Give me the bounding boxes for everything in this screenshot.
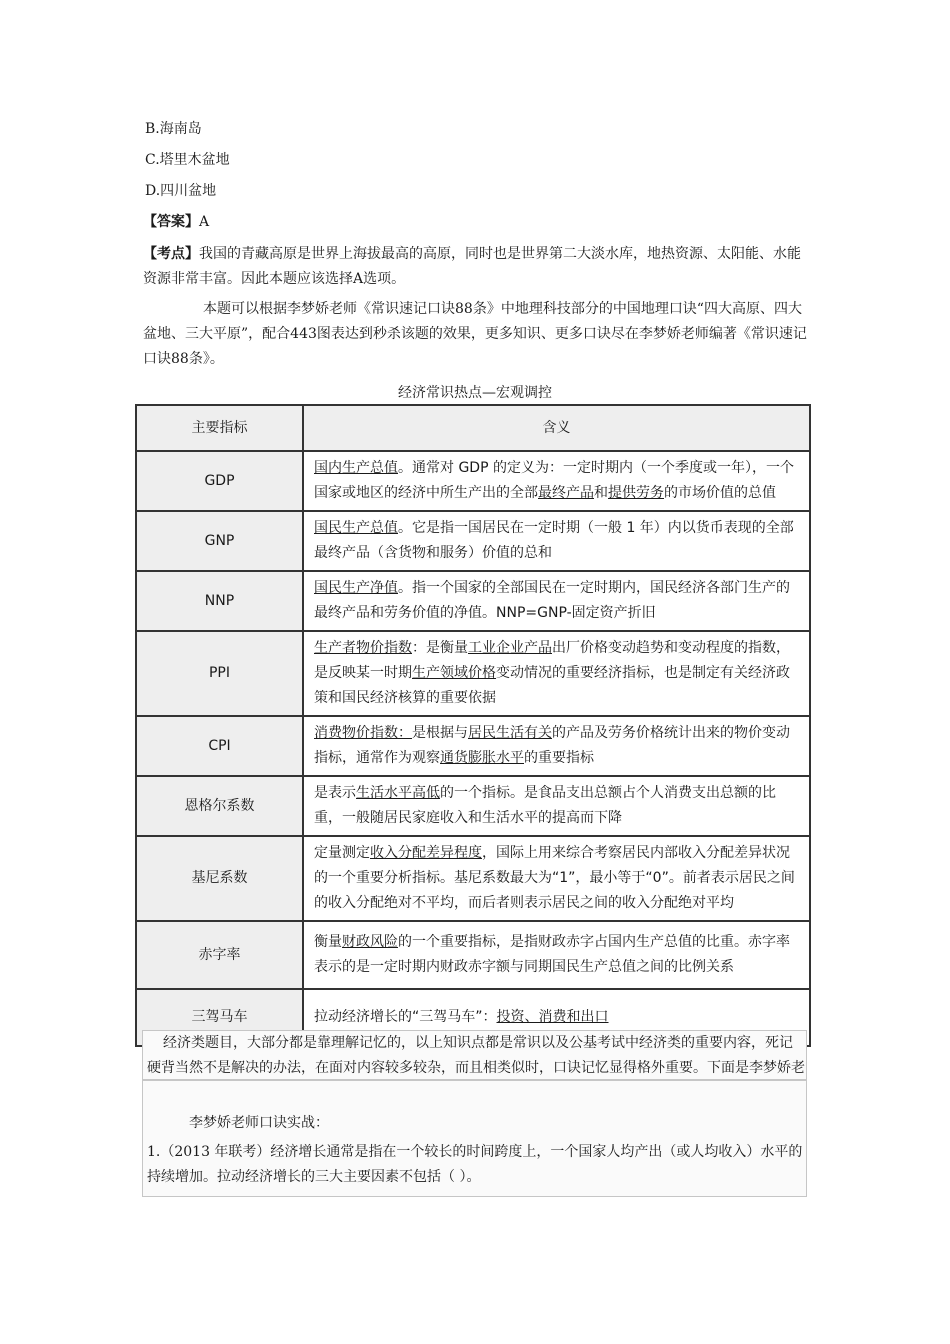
table-row-deficit: [136, 921, 810, 989]
meaning-text: 变动情况的重要经济指标，也是制定有关经济政策和国民经济核算的重要依据: [314, 665, 790, 706]
table-row-gini: [136, 836, 810, 921]
underlined-term: 投资、消费和出口: [496, 1009, 609, 1025]
underlined-term: 收入分配差异程度: [370, 845, 482, 861]
practice-box: [142, 1080, 807, 1197]
underlined-term: 生产领域价格: [412, 665, 496, 681]
meaning-text: 定量测定: [314, 845, 370, 861]
underlined-term: 财政风险: [342, 934, 398, 950]
indicator-name: PPI: [136, 631, 303, 716]
underlined-term: 最终产品: [538, 485, 594, 501]
meaning-text: 。它是指一国居民在一定时期（一般 1 年）内以货币表现的全部最终产品（含货物和服务）价值的总和: [314, 520, 794, 561]
meaning-text: ，国际上用来综合考察居民内部收入分配差异状况的一个重要分析指标。基尼系数最大为“1”，最小等于“0”。前者表示居民之间的收入分配绝对不平均，而后者则表示居民之间的收入分配绝对平均: [314, 845, 795, 911]
meaning-text: 是根据与: [412, 725, 468, 741]
practice-question: 1.（2013 年联考）经济增长通常是指在一个较长的时间跨度上，一个国家人均产出（或人均收入）水平的持续增加。拉动经济增长的三大主要因素不包括（ ）。: [147, 1144, 803, 1185]
meaning-text: 和: [594, 485, 608, 501]
underlined-term: 工业企业产品: [468, 640, 552, 656]
indicator-name: 恩格尔系数: [136, 776, 303, 836]
practice-title: 李梦娇老师口诀实战：: [189, 1115, 329, 1131]
meaning-text: 拉动经济增长的“三驾马车”：: [314, 1009, 497, 1025]
meaning-text: 的产品及劳务价格统计出来的物价变动指标，通常作为观察: [314, 725, 790, 766]
table-row-cpi: [136, 716, 810, 776]
indicator-name: CPI: [136, 716, 303, 776]
table-row-gnp: [136, 511, 810, 571]
indicator-table: [135, 404, 811, 1047]
option-c: C.塔里木盆地: [145, 152, 230, 168]
meaning-text: 是表示: [314, 785, 356, 801]
table-body: [136, 451, 810, 1046]
indicator-name: NNP: [136, 571, 303, 631]
table-header-row: [136, 405, 810, 451]
answer-tag: 【答案】: [143, 214, 199, 230]
analysis-tag: 【考点】: [143, 246, 199, 262]
indicator-meaning: [303, 776, 810, 836]
indicator-meaning: [303, 716, 810, 776]
table-row-ppi: [136, 631, 810, 716]
table-row-engel: [136, 776, 810, 836]
meaning-text: 的市场价值的总值: [664, 485, 776, 501]
indicator-name: 三驾马车: [136, 989, 303, 1046]
indicator-meaning: [303, 921, 810, 989]
answer-value: A: [199, 214, 210, 230]
table-caption: 经济常识热点—宏观调控: [398, 385, 552, 401]
indicator-meaning: [303, 571, 810, 631]
meaning-text: 的一个重要指标，是指财政赤字占国内生产总值的比重。赤字率表示的是一定时期内财政赤字额与同期国民生产总值之间的比例关系: [314, 934, 790, 975]
meaning-text: 的重要指标: [524, 750, 594, 766]
meaning-text: 出厂价格变动趋势和变动程度的指数，是反映某一时期: [314, 640, 790, 681]
meaning-text: ：是衡量: [412, 640, 468, 656]
indicator-meaning: [303, 631, 810, 716]
indicator-name: GDP: [136, 451, 303, 511]
underlined-term: 国内生产总值: [314, 460, 398, 476]
indicator-meaning: [303, 836, 810, 921]
indicator-name: 基尼系数: [136, 836, 303, 921]
header-indicator: 主要指标: [136, 405, 303, 451]
meaning-text: 。指一个国家的全部国民在一定时期内，国民经济各部门生产的最终产品和劳务价值的净值。NNP=GNP-固定资产折旧: [314, 580, 790, 621]
summary-box: 经济类题目，大部分都是靠理解记忆的，以上知识点都是常识以及公基考试中经济类的重要内容，死记硬背当然不是解决的办法，在面对内容较多较杂，而且相类似时，口诀记忆显得格外重要。下面是李梦娇老: [142, 1030, 807, 1080]
option-b: B.海南岛: [145, 121, 202, 137]
underlined-term: 居民生活有关: [468, 725, 552, 741]
option-d: D.四川盆地: [145, 183, 217, 199]
answer-line: [143, 212, 209, 232]
note-paragraph: 本题可以根据李梦娇老师《常识速记口诀88条》中地理科技部分的中国地理口诀“四大高原、四大盆地、三大平原”，配合443图表达到秒杀该题的效果，更多知识、更多口诀尽在李梦娇老师编著《常识速记口诀88条》。: [143, 301, 807, 367]
underlined-term: 国民生产净值: [314, 580, 398, 596]
indicator-meaning: [303, 451, 810, 511]
indicator-name: GNP: [136, 511, 303, 571]
underlined-term: 国民生产总值: [314, 520, 398, 536]
table-row-nnp: [136, 571, 810, 631]
header-meaning: 含义: [303, 405, 810, 451]
underlined-term: 生产者物价指数: [314, 640, 412, 656]
underlined-term: 生活水平高低: [356, 785, 440, 801]
indicator-meaning: [303, 511, 810, 571]
analysis-paragraph: [143, 242, 811, 292]
analysis-text: 我国的青藏高原是世界上海拔最高的高原，同时也是世界第二大淡水库，地热资源、太阳能、水能资源非常丰富。因此本题应该选择A选项。: [143, 246, 801, 287]
underlined-term: 提供劳务: [608, 485, 664, 501]
table-row-gdp: [136, 451, 810, 511]
underlined-term: 消费物价指数：: [314, 725, 412, 741]
meaning-text: 衡量: [314, 934, 342, 950]
meaning-text: 的一个指标。是食品支出总额占个人消费支出总额的比重，一般随居民家庭收入和生活水平的提高而下降: [314, 785, 776, 826]
indicator-name: 赤字率: [136, 921, 303, 989]
meaning-text: 。通常对 GDP 的定义为：一定时期内（一个季度或一年），一个国家或地区的经济中所生产出的全部: [314, 460, 794, 501]
underlined-term: 通货膨胀水平: [440, 750, 524, 766]
